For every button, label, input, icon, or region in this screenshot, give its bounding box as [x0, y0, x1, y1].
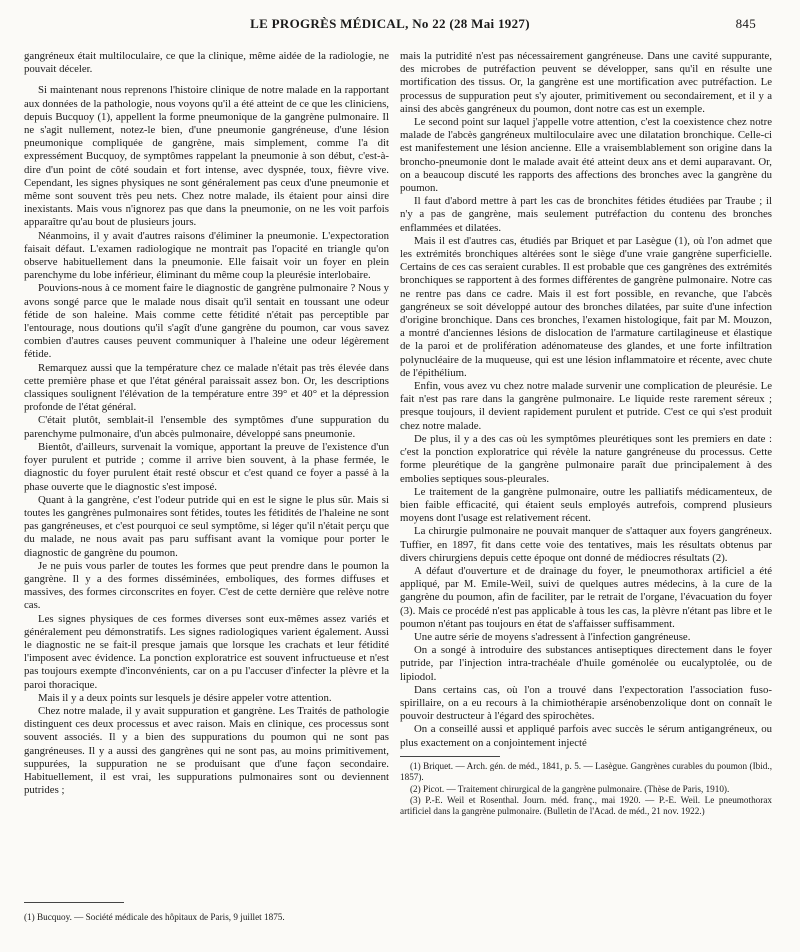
paragraph: A défaut d'ouverture et de drainage du foyer, le pneumothorax artificiel a été appliqué, par M. Emile-Weil, suivi de quelques autres médecins, à la cure de la gangrène du poumon, afin de faciliter, par le retrait de l'organe, l'évacuation du foyer (3). Mais ce procédé n'est pas applicable à tous les cas, la plèvre n'étant pas libre et le poumon n'étant pas toujours en état de s'affaisser suffisamment. — [400, 564, 772, 630]
paragraph: On a songé à introduire des substances antiseptiques directement dans le foyer putride, par l'injection intra-trachéale d'huile goménolée ou eucalyptolée, ou de lipiodol. — [400, 644, 772, 683]
paragraph: C'était plutôt, semblait-il l'ensemble des symptômes d'une suppuration du parenchyme pulmonaire, d'un abcès pulmonaire, développé sans pneumonie. — [24, 414, 389, 440]
paragraph: Dans certains cas, où l'on a trouvé dans l'expectoration l'association fuso-spirillaire, on a eu recours à la chimiothérapie arsénobenzolique dont on connaît le pouvoir destructeur à l'égard des spirochètes. — [400, 683, 772, 723]
footnote-rule — [24, 902, 124, 903]
paragraph: Quant à la gangrène, c'est l'odeur putride qui en est le signe le plus sûr. Mais si toutes les gangrènes pulmonaires sont fétides, toutes les fétidités de l'haleine ne sont pas gangréneuses, et c'est pourquoi ce seul symptôme, si léger qu'il n'était perçu que du malade, ne nous avait pas paru suffisant avant la vomique pour porter le diagnostic de gangrène du poumon. — [24, 493, 389, 559]
paragraph: Remarquez aussi que la température chez ce malade n'était pas très élevée dans cette première phase et que l'état général paraissait assez bon. Or, les descriptions classiques soulignent l'élévation de la température entre 39° et 40° et la dépression profonde de l'état général. — [24, 361, 389, 414]
right-column — [400, 50, 772, 938]
footnote: (3) P.-E. Weil et Rosenthal. Journ. méd. franç., mai 1920. — P.-E. Weil. Le pneumothorax artificiel dans la gangrène pulmonaire. (Bulletin de l'Acad. de méd., 21 nov. 1922.) — [400, 794, 772, 817]
paragraph: mais la putridité n'est pas nécessairement gangréneuse. Dans une cavité suppurante, des microbes de putréfaction peuvent se développer, sans qu'il en résulte une mortification des tissus. Or, la gangrène est une mortification avec putréfaction. Le processus de suppuration peut s'y ajouter, primitivement ou secondairement, et il y a ainsi des abcès gangréneux du poumon, dont notre cas est un exemple. — [400, 50, 772, 115]
left-column — [24, 50, 389, 938]
right-footnote-area — [400, 756, 772, 818]
paragraph: Le traitement de la gangrène pulmonaire, outre les palliatifs médicamenteux, de bien faible efficacité, qui étaient seuls employés autrefois, comprend plusieurs moyens dont l'usage est relativement récent. — [400, 485, 772, 525]
paragraph: Si maintenant nous reprenons l'histoire clinique de notre malade en la rapportant aux données de la pathologie, nous voyons qu'il a été atteint de ce que les cliniciens, depuis Bucquoy (1), appellent la forme pneumonique de la gangrène pulmonaire. Il ne s'agit nullement, notez-le bien, d'une pneumonie gangréneuse, d'une lésion pneumonique compliquée de gangrène, mais simplement, comme l'a dit expressément Bucquoy, de symptômes rappelant la pneumonie à son début, c'est-à-dire d'un point de côté soudain et fort intense, avec dyspnée, toux, fièvre vive. Cependant, les signes physiques ne sont généralement pas ceux d'une pneumonie et même sont souvent très peu nets. Chez notre malade, ils étaient pour ainsi dire inexistants. Mais vous n'ignorez pas que dans la pneumonie, on ne les voit parfois apparaître qu'au bout de plusieurs jours. — [24, 84, 389, 229]
paragraph: Bientôt, d'ailleurs, survenait la vomique, apportant la preuve de l'existence d'un foyer purulent et putride ; comme il arrive bien souvent, à la phase fermée, le diagnostic du foyer purulent était resté obscur et c'est quand ce foyer a passé à la phase ouverte que le diagnostic s'est imposé. — [24, 440, 389, 493]
paragraph: Pouvions-nous à ce moment faire le diagnostic de gangrène pulmonaire ? Nous y avons songé parce que le malade nous disait qu'il sentait en toussant une odeur fétide de son haleine. Mais comme cette fétidité n'était pas perceptible par l'entourage, nous doutions qu'il s'agît d'une gangrène du poumon, car vous savez combien d'autres causes peuvent communiquer à l'haleine une odeur légèrement fétide. — [24, 282, 389, 361]
footnote: (2) Picot. — Traitement chirurgical de la gangrène pulmonaire. (Thèse de Paris, 1910). — [410, 783, 730, 794]
footnote-rule — [400, 756, 500, 757]
footnote: (1) Briquet. — Arch. gén. de méd., 1841, p. 5. — Lasègue. Gangrènes curables du poumon (Ibid., 1857). — [400, 760, 772, 783]
paragraph: Il faut d'abord mettre à part les cas de bronchites fétides étudiées par Traube ; il n'y a pas de gangrène, mais seulement putréfaction du contenu des bronches enflammées et dilatées. — [400, 195, 772, 234]
paragraph: gangréneux était multiloculaire, ce que la clinique, même aidée de la radiologie, ne pouvait déceler. — [24, 50, 389, 76]
page-number: 845 — [735, 16, 756, 31]
page-header — [24, 16, 756, 34]
paragraph: Les signes physiques de ces formes diverses sont eux-mêmes assez variés et généralement peu démonstratifs. Les signes radiologiques varient également. Aussi le diagnostic ne se fait-il presque jamais que lorsque les crachats et leur fétidité l'imposent avec évidence. La ponction exploratrice est souvent infructueuse et n'est pas toujours exempte d'inconvénients, car on a pu l'accuser d'infecter la plèvre et la paroi thoracique. — [24, 612, 389, 691]
paragraph: La chirurgie pulmonaire ne pouvait manquer de s'attaquer aux foyers gangréneux. Tuffier, en 1897, fit dans cette voie des tentatives, mais les résultats obtenus par divers chirurgiens depuis cette époque ont donné de médiocres résultats (2). — [400, 525, 772, 564]
paragraph: Le second point sur laquel j'appelle votre attention, c'est la coexistence chez notre malade de l'abcès gangréneux multiloculaire avec une dilatation bronchique. Celle-ci est manifestement une lésion ancienne. Elle a vraisemblablement son origine dans la broncho-pneumonie dont le malade avait été atteint deux ans et demi auparavant. Or, on a beaucoup discuté les rapports des affections des bronches avec la gangrène du poumon. — [400, 116, 772, 195]
paragraph: Mais il est d'autres cas, étudiés par Briquet et par Lasègue (1), où l'on admet que les extrémités bronchiques altérées sont le siège d'une vraie gangrène superficielle. Certains de ces cas seraient curables. Il est probable que ces gangrènes des extrémités bronchiques se rapportent à des formes différentes de gangrène pulmonaire. Notre cas ne rentre pas dans ce cadre. Mais il est fort possible, en revanche, que l'abcès gangréneux se soit développé autour des bronches dilatées, par suite d'une infection d'origine bronchique. Dans ces bronches, l'examen histologique, fait par M. Mouzon, a montré d'anciennes lésions de dislocation de l'armature cartilagineuse et élastique de la paroi et de prolifération adénomateuse des glandes, et une forte infiltration polynucléaire de la muqueuse, qui est une lésion inflammatoire et récente, avec chute de l'épithélium. — [400, 234, 772, 379]
paragraph: Enfin, vous avez vu chez notre malade survenir une complication de pleurésie. Le fait n'est pas rare dans la gangrène pulmonaire. Le liquide reste rarement séreux ; presque toujours, il devient rapidement purulent et putride. C'est ce qui s'est produit chez notre malade. — [400, 380, 772, 432]
footnote: (1) Bucquoy. — Société médicale des hôpitaux de Paris, 9 juillet 1875. — [24, 912, 285, 923]
paragraph: De plus, il y a des cas où les symptômes pleurétiques sont les premiers en date : c'est la ponction exploratrice qui révèle la nature gangréneuse du processus. Cette forme pleurétique de la gangrène pulmonaire paraît due principalement à des embolies septiques sous-pleurales. — [400, 432, 772, 485]
journal-title: LE PROGRÈS MÉDICAL, No 22 (28 Mai 1927) — [250, 16, 530, 31]
paragraph: Mais il y a deux points sur lesquels je désire appeler votre attention. — [38, 691, 332, 704]
left-footnote-area — [24, 902, 389, 933]
paragraph: Chez notre malade, il y avait suppuration et gangrène. Les Traités de pathologie distinguent ces deux processus et avec raison. Mais en clinique, ces processus sont souvent associés. Il y a bien des suppurations du poumon qui ne sont pas gangréneuses. Il y a aussi des gangrènes qui ne sont pas, au moins primitivement, suppurées, la suppuration ne se produisant que d'une façon secondaire. Habituellement, il est vrai, les suppurations pulmonaires sont ou deviennent putrides ; — [24, 704, 389, 797]
paragraph: Une autre série de moyens s'adressent à l'infection gangréneuse. — [414, 630, 691, 643]
paragraph: Je ne puis vous parler de toutes les formes que peut prendre dans le poumon la gangrène. Il y a des formes disséminées, emboliques, des formes diffuses et massives, des formes circonscrites en foyer. C'est de cette dernière que relève notre cas. — [24, 559, 389, 612]
paragraph: Néanmoins, il y avait d'autres raisons d'éliminer la pneumonie. L'expectoration faisait défaut. L'examen radiologique ne montrait pas l'opacité en triangle qu'on observe habituellement dans la pneumonie. Elle faisait voir un foyer en plein parenchyme du lobe inférieur, éliminant du même coup la pleurésie interlobaire. — [24, 229, 389, 282]
paragraph: On a conseillé aussi et appliqué parfois avec succès le sérum antigangréneux, ou plus exactement on a conjointement injecté — [400, 723, 772, 749]
